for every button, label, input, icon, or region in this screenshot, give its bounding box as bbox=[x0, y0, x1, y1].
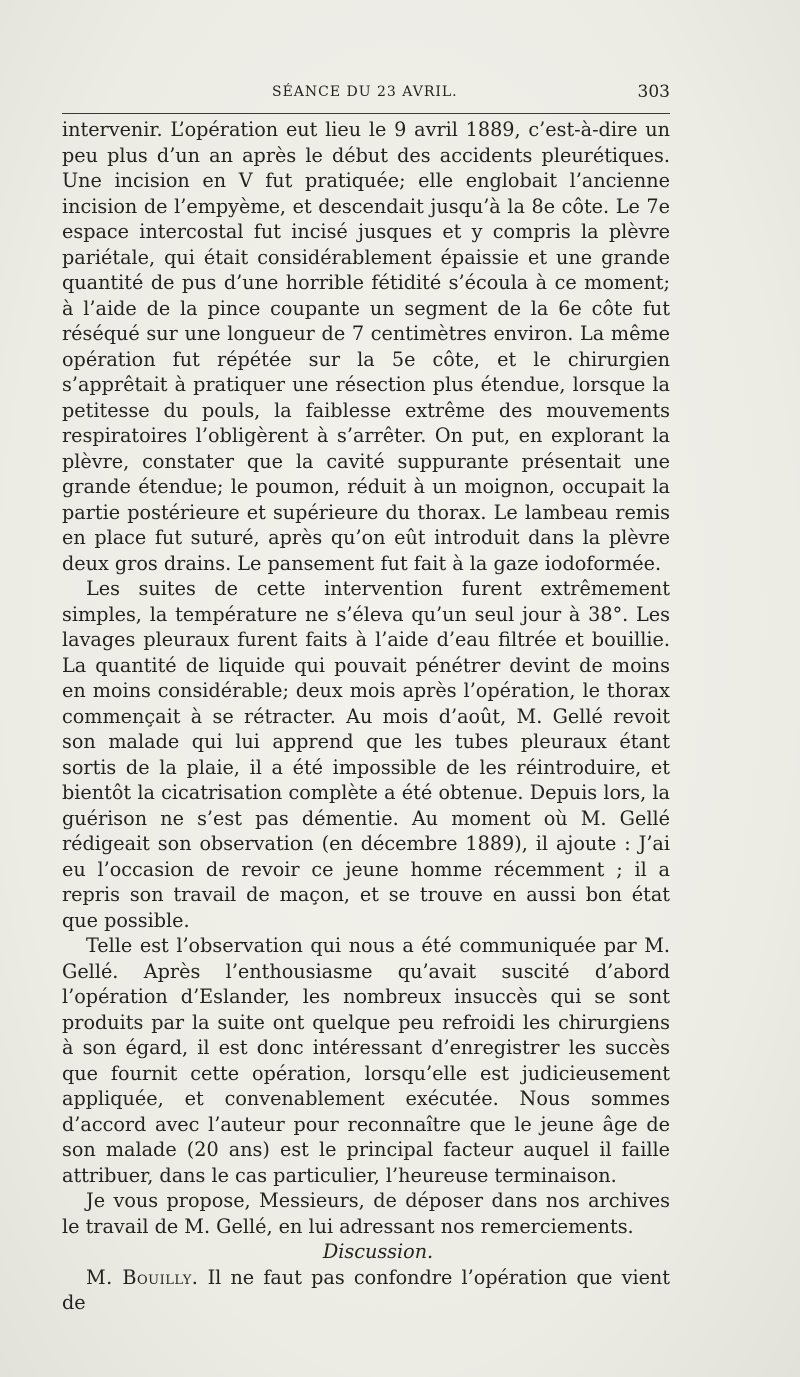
paragraph-text: Il ne faut pas confondre l’opération que vient de bbox=[62, 1265, 671, 1314]
speaker-name: M. Bouilly. bbox=[86, 1265, 199, 1289]
running-header bbox=[62, 80, 670, 106]
body-text bbox=[62, 117, 670, 1316]
running-title: SÉANCE DU 23 AVRIL. bbox=[272, 84, 458, 100]
paragraph: Telle est l’observation qui nous a été communiquée par M. Gellé. Après l’enthousiasme qu’avait suscité d’abord l’opération d’Eslander, les nombreux insuccès qui se sont produits par la suite ont quelque peu refroidi les chirurgiens à son égard, il est donc intéressant d’enregistrer les succès que fournit cette opération, lorsqu’elle est judicieusement appliquée, et convenablement exécutée. Nous sommes d’accord avec l’auteur pour reconnaître que le jeune âge de son malade (20 ans) est le principal facteur auquel il faille attribuer, dans le cas particulier, l’heureuse terminaison. bbox=[62, 934, 670, 1187]
paragraph bbox=[62, 1265, 670, 1316]
paragraph: Je vous propose, Messieurs, de déposer dans nos archives le travail de M. Gellé, en lui adressant nos remerciements. bbox=[62, 1189, 670, 1238]
paragraph: intervenir. L’opération eut lieu le 9 avril 1889, c’est-à-dire un peu plus d’un an après le début des accidents pleurétiques. Une incision en V fut pratiquée; elle englobait l’ancienne incision de l’empyème, et descendait jusqu’à la 8e côte. Le 7e espace intercostal fut incisé jusques et y compris la plèvre pariétale, qui était considérablement épaissie et une grande quantité de pus d’une horrible fétidité s’écoula à ce moment; à l’aide de la pince coupante un segment de la 6e côte fut réséqué sur une longueur de 7 centimètres environ. La même opération fut répétée sur la 5e côte, et le chirurgien s’apprêtait à pratiquer une résection plus étendue, lorsque la petitesse du pouls, la faiblesse extrême des mouvements respiratoires l’obligèrent à s’arrêter. On put, en explorant la plèvre, constater que la cavité suppurante présentait une grande étendue; le poumon, réduit à un moignon, occupait la partie postérieure et supérieure du thorax. Le lambeau remis en place fut suturé, après qu’on eût introduit dans la plèvre deux gros drains. Le pansement fut fait à la gaze iodoformée. bbox=[62, 118, 670, 575]
page-number: 303 bbox=[637, 82, 670, 102]
header-rule bbox=[62, 113, 670, 114]
paragraph: Les suites de cette intervention furent extrêmement simples, la température ne s’éleva qu’un seul jour à 38°. Les lavages pleuraux furent faits à l’aide d’eau filtrée et bouillie. La quantité de liquide qui pouvait pénétrer devint de moins en moins considérable; deux mois après l’opération, le thorax commençait à se rétracter. Au mois d’août, M. Gellé revoit son malade qui lui apprend que les tubes pleuraux étant sortis de la plaie, il a été impossible de les réintroduire, et bientôt la cicatrisation complète a été obtenue. Depuis lors, la guérison ne s’est pas démentie. Au moment où M. Gellé rédigeait son observation (en décembre 1889), il ajoute : J’ai eu l’occasion de revoir ce jeune homme récemment ; il a repris son travail de maçon, et se trouve en aussi bon état que possible. bbox=[62, 577, 670, 932]
section-heading: Discussion. bbox=[322, 1240, 434, 1263]
